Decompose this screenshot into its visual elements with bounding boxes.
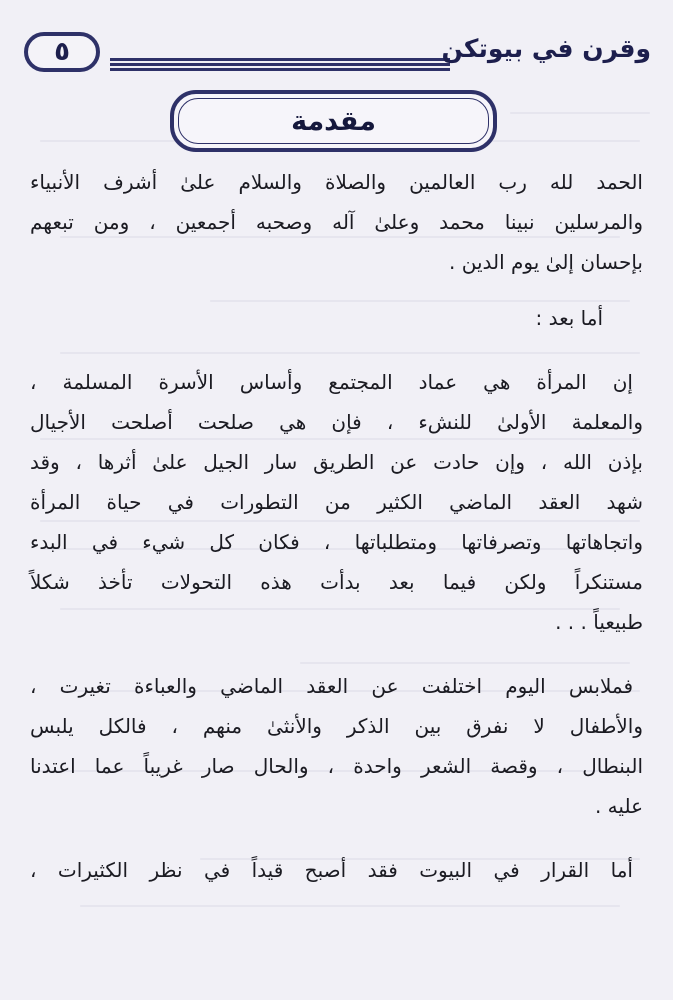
paragraph-woman-pillar xyxy=(30,362,643,642)
book-title: وقرن في بيوتكن xyxy=(441,34,651,63)
text-line: بإحسان إلىٰ يوم الدين . xyxy=(449,250,643,274)
paragraph-staying-home xyxy=(30,850,643,890)
text-line: أما بعد : xyxy=(535,306,603,330)
text-line: شهد العقد الماضي الكثير من التطورات في حياة المرأة xyxy=(30,490,643,514)
paragraph-clothing xyxy=(30,666,643,826)
page-number-text: ٥ xyxy=(54,37,70,67)
section-title: مقدمة xyxy=(291,105,376,137)
section-title-frame xyxy=(170,90,497,152)
text-line: أما القرار في البيوت فقد أصبح قيداً في نظر الكثيرات ، xyxy=(30,858,633,882)
text-line: عليه . xyxy=(594,794,643,818)
paragraph-opening-praise xyxy=(30,162,643,282)
text-line: والأطفال لا نفرق بين الذكر والأنثىٰ منهم ، فالكل يلبس xyxy=(30,714,643,738)
text-line: والمرسلين نبينا محمد وعلىٰ آله وصحبه أجمعين ، ومن تبعهم xyxy=(30,210,643,234)
text-line: الحمد لله رب العالمين والصلاة والسلام علىٰ أشرف الأنبياء xyxy=(30,170,643,194)
text-line: بإذن الله ، وإن حادت عن الطريق سار الجيل علىٰ أثرها ، وقد xyxy=(30,450,643,474)
text-line: فملابس اليوم اختلفت عن العقد الماضي والعباءة تغيرت ، xyxy=(30,674,633,698)
paragraph-amma-baad xyxy=(30,298,643,338)
text-line: مستنكراً ولكن فيما بعد بدأت هذه التحولات تأخذ شكلاً xyxy=(30,570,643,594)
header-rule xyxy=(110,58,450,73)
text-line: البنطال ، وقصة الشعر واحدة ، والحال صار غريباً عما اعتدنا xyxy=(30,754,643,778)
body-text xyxy=(30,162,643,890)
page-number xyxy=(24,32,100,72)
text-line: طبيعياً . . . xyxy=(555,610,643,634)
text-line: واتجاهاتها وتصرفاتها ومتطلباتها ، فكان كل شيء في البدء xyxy=(30,530,643,554)
text-line: إن المرأة هي عماد المجتمع وأساس الأسرة المسلمة ، xyxy=(30,370,633,394)
running-header xyxy=(24,30,651,80)
text-line: والمعلمة الأولىٰ للنشء ، فإن هي صلحت أصلحت الأجيال xyxy=(30,410,643,434)
